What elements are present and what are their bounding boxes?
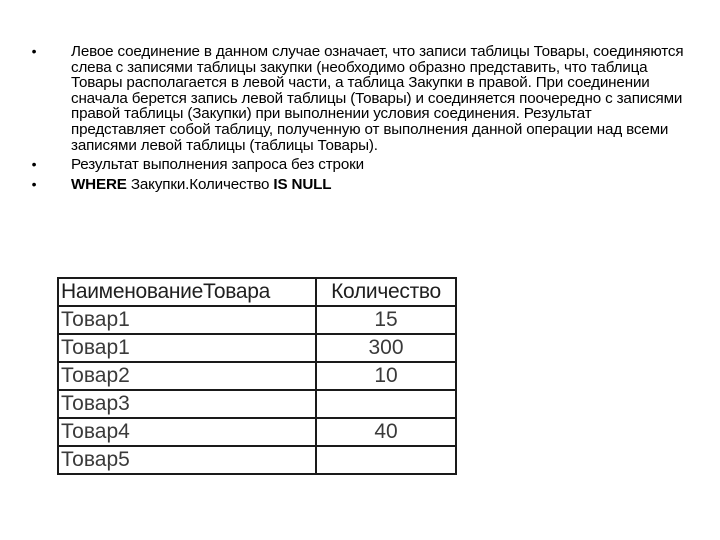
bullet-item-result-without-row [28, 157, 688, 173]
cell-quantity: 10 [316, 362, 456, 390]
bullet-item-where-clause [28, 177, 688, 193]
sql-keyword-is-null: IS NULL [273, 175, 332, 193]
bullet-icon: • [31, 175, 37, 192]
result-table [57, 277, 457, 475]
cell-quantity: 15 [316, 306, 456, 334]
cell-product-name: Товар5 [58, 446, 316, 474]
bullet-icon: • [31, 156, 37, 173]
cell-quantity: 300 [316, 334, 456, 362]
cell-product-name: Товар1 [58, 306, 316, 334]
table-header-row [58, 278, 456, 306]
table-row [58, 362, 456, 390]
table-row [58, 390, 456, 418]
sql-column-ref: Закупки.Количество [126, 175, 274, 193]
bullet-list [28, 44, 688, 196]
cell-product-name: Товар1 [58, 334, 316, 362]
bullet-icon: • [31, 43, 37, 59]
bullet-item-left-join-explanation [28, 44, 688, 153]
cell-product-name: Товар3 [58, 390, 316, 418]
table-row [58, 446, 456, 474]
table-row [58, 306, 456, 334]
table-row [58, 418, 456, 446]
cell-quantity [316, 390, 456, 418]
cell-product-name: Товар4 [58, 418, 316, 446]
cell-quantity: 40 [316, 418, 456, 446]
header-quantity: Количество [316, 278, 456, 306]
cell-product-name: Товар2 [58, 362, 316, 390]
header-product-name: НаименованиеТовара [58, 278, 316, 306]
cell-quantity [316, 446, 456, 474]
sql-keyword-where: WHERE [71, 175, 127, 193]
table-row [58, 334, 456, 362]
bullet-text: Левое соединение в данном случае означает, что записи таблицы Товары, соединяются слева с записями таблицы закупки (необходимо образно представить, что таблица Товары располагается в левой части, а таблица Закупки в правой. При соединении сначала берется запись левой таблицы (Товары) и соединяется поочередно с записями правой таблицы (Закупки) при выполнении условия соединения. Результат представляет собой таблицу, полученную от выполнения данной операции над всеми записями левой таблицы (таблицы Товары). [71, 43, 684, 154]
bullet-text: Результат выполнения запроса без строки [71, 156, 364, 174]
